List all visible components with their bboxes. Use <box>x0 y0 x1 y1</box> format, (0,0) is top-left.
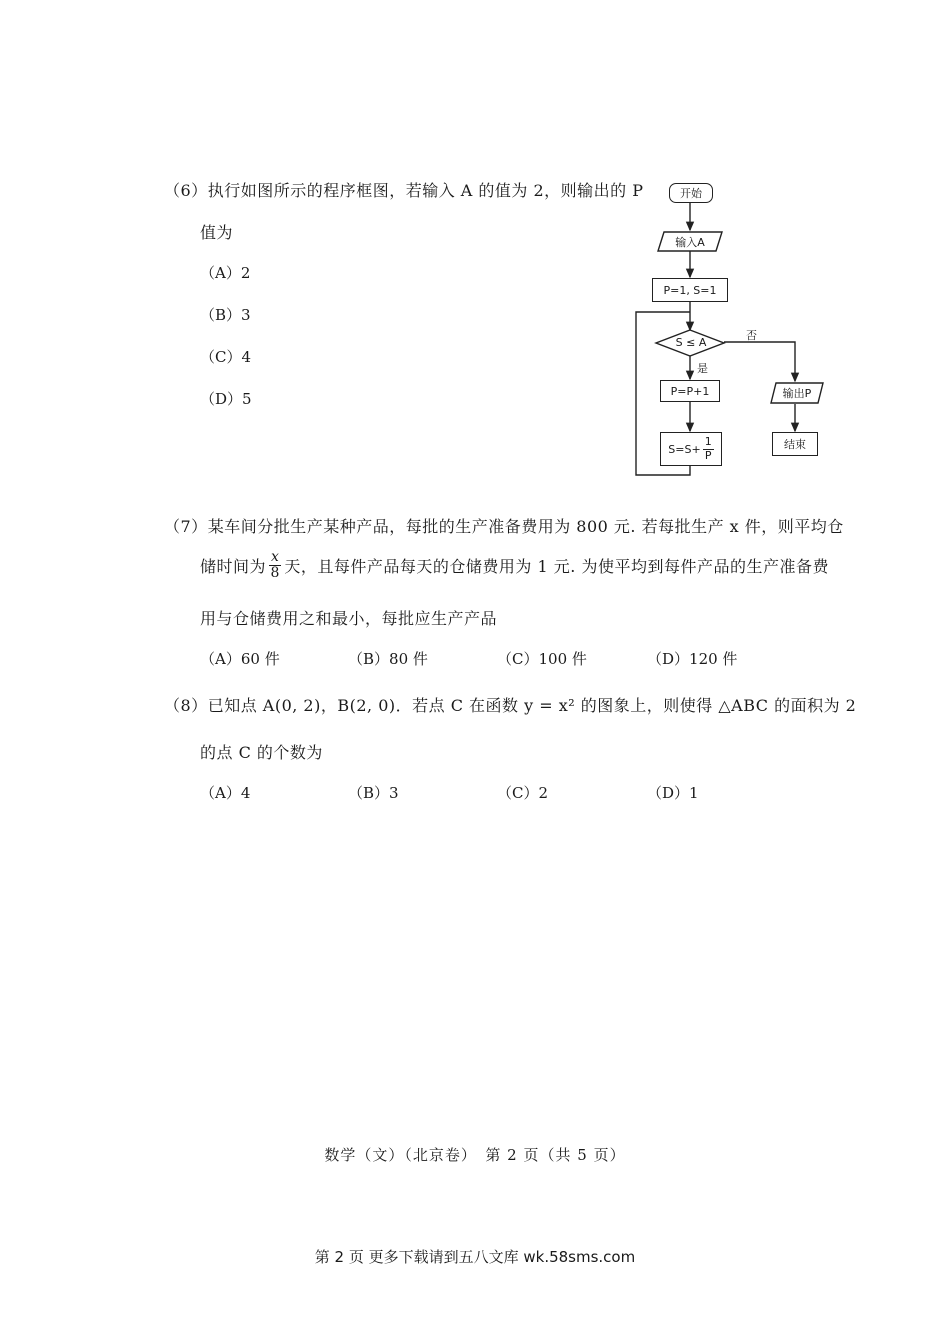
q6-option-c: （C）4 <box>200 348 252 366</box>
download-note: 第 2 页 更多下载请到五八文库 wk.58sms.com <box>314 1248 636 1266</box>
q7-text-line3: 用与仓储费用之和最小，每批应生产产品 <box>200 609 498 628</box>
q7-text-line1: （7）某车间分批生产某种产品，每批的生产准备费用为 800 元. 若每批生产 x 件，则平均仓 <box>164 517 844 536</box>
flowchart-fraction: $\frac{1}{P}$ <box>704 435 712 462</box>
q6-option-b: （B）3 <box>200 306 251 324</box>
q7-number: （7） <box>164 517 208 536</box>
page-footer: 数学（文）（北京卷） 第 2 页（共 5 页） <box>324 1146 626 1164</box>
q8-text-line1: （8）已知点 A(0, 2)，B(2, 0)．若点 C 在函数 y = x² 的图象上，则使得 △ABC 的面积为 2 <box>164 696 857 715</box>
q7-option-c: （C）100 件 <box>497 650 587 668</box>
q8-option-a: （A）4 <box>200 784 251 802</box>
flowchart-step-p: P=P+1 <box>660 380 720 402</box>
q6-option-d: （D）5 <box>200 390 252 408</box>
q8-option-d: （D）1 <box>647 784 699 802</box>
flowchart-yes-label: 是 <box>697 362 708 375</box>
q7-option-d: （D）120 件 <box>647 650 738 668</box>
q6-text-line2: 值为 <box>200 223 234 242</box>
q8-option-b: （B）3 <box>348 784 399 802</box>
q7-option-a: （A）60 件 <box>200 650 280 668</box>
q6-option-a: （A）2 <box>200 264 251 282</box>
flowchart-output: 输出P <box>770 382 824 404</box>
q7-option-b: （B）80 件 <box>348 650 428 668</box>
q7-fraction: $\frac{x}{8}$ <box>270 549 280 581</box>
flowchart-end: 结束 <box>772 432 818 456</box>
q6-text-line1: （6）执行如图所示的程序框图，若输入 A 的值为 2，则输出的 P <box>164 181 644 200</box>
q8-text-line2: 的点 C 的个数为 <box>200 743 323 762</box>
flowchart-condition: S ≤ A <box>675 336 707 349</box>
flowchart-no-label: 否 <box>746 329 757 342</box>
q8-number: （8） <box>164 696 208 715</box>
flowchart-start: 开始 <box>669 183 713 203</box>
q7-text-line2: 储时间为 $\frac{x}{8}$ 天，且每件产品每天的仓储费用为 1 元. 为使平均到每件产品的生产准备费 <box>200 549 829 581</box>
q8-option-c: （C）2 <box>497 784 549 802</box>
q6-number: （6） <box>164 181 208 200</box>
flowchart-init: P=1, S=1 <box>652 278 728 302</box>
flowchart-input: 输入A <box>657 231 723 252</box>
flowchart-step-s: S=S+ $\frac{1}{P}$ <box>660 432 722 466</box>
